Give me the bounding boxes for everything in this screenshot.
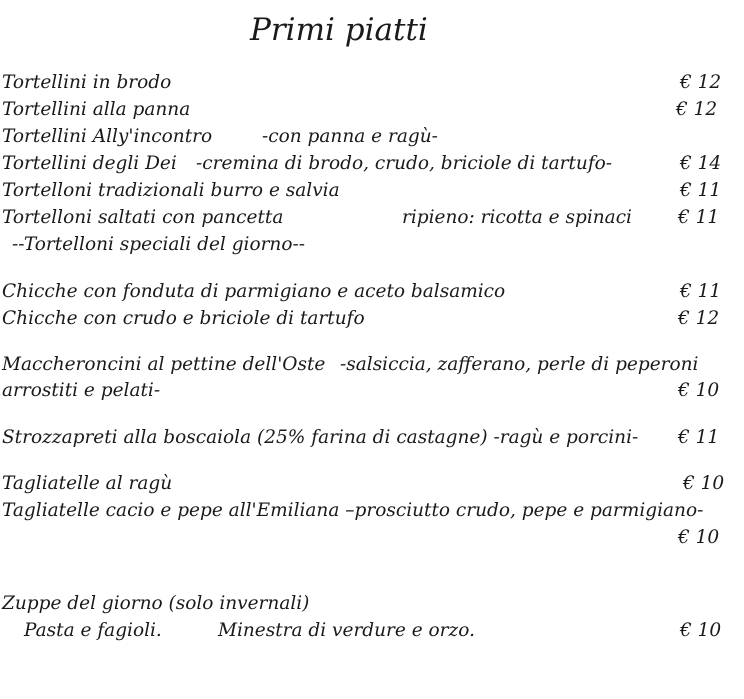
dish-name: Chicche con fonduta di parmigiano e aceto balsamico [2,281,506,302]
dish-name: Zuppe del giorno (solo invernali) [2,593,310,614]
dish-name: Tagliatelle al ragù [2,473,173,494]
dish-description: Minestra di verdure e orzo. [218,620,475,641]
dish-description: -cremina di brodo, crudo, briciole di tartufo- [196,153,613,174]
dish-price: € 12 [676,99,718,120]
dish-price: € 11 [678,207,720,228]
dish-name: Maccheroncini al pettine dell'Oste [2,354,326,375]
dish-price: € 10 [678,380,720,401]
dish-description: Pasta e fagioli. [24,620,162,641]
dish-price: € 10 [683,473,725,494]
dish-name: Tortelloni tradizionali burro e salvia [2,180,340,201]
dish-description: -salsiccia, zafferano, perle di peperoni [340,354,699,375]
dish-price: € 11 [680,281,722,302]
dish-name: Tortellini degli Dei [2,153,177,174]
dish-price: € 10 [678,527,720,548]
dish-price: € 11 [680,180,722,201]
dish-description: arrostiti e pelati- [2,380,161,401]
dish-name: Tortelloni saltati con pancetta [2,207,284,228]
menu-title: Primi piatti [250,12,428,48]
dish-name: Tortellini in brodo [2,72,172,93]
dish-price: € 14 [680,153,722,174]
dish-name: Strozzapreti alla boscaiola (25% farina di castagne) -ragù e porcini- [2,427,639,448]
dish-name: Tortellini alla panna [2,99,191,120]
dish-description: -con panna e ragù- [262,126,438,147]
dish-name: Chicche con crudo e briciole di tartufo [2,308,365,329]
dish-price: € 10 [680,620,722,641]
dish-name: Tortellini Ally'incontro [2,126,213,147]
dish-price: € 12 [680,72,722,93]
dish-price: € 11 [678,427,720,448]
dish-price: € 12 [678,308,720,329]
dish-name: --Tortelloni speciali del giorno-- [12,234,305,255]
dish-description: ripieno: ricotta e spinaci [402,207,632,228]
dish-name: Tagliatelle cacio e pepe all'Emiliana –prosciutto crudo, pepe e parmigiano- [2,500,704,521]
